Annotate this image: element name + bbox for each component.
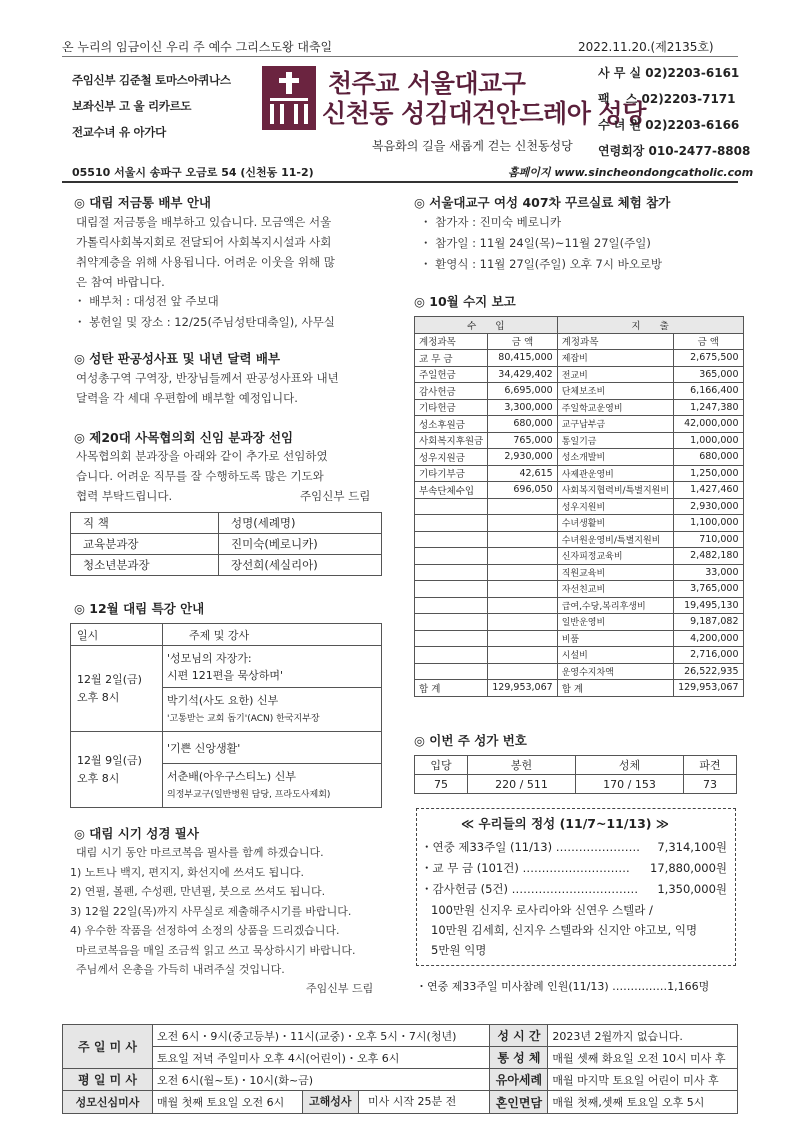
- text-line: 1) 노트나 백지, 편지지, 화선지에 쓰셔도 됩니다.: [70, 865, 305, 879]
- table-row: [63, 1025, 738, 1047]
- text-line: 취약계층을 위해 사용됩니다. 어려운 이웃을 위해 많: [76, 255, 335, 269]
- income-amount: 696,050: [488, 482, 557, 499]
- income-amount: [488, 498, 557, 515]
- text-line: 4) 우수한 작품을 선정하여 소정의 상품을 드리겠습니다.: [70, 924, 340, 937]
- priest-assistant: 보좌신부 고 울 리카르도: [72, 99, 192, 113]
- expense-amount: 1,000,000: [674, 432, 743, 449]
- marian-mass-value: 매월 첫째 토요일 오전 6시: [153, 1091, 303, 1114]
- table-row: [415, 449, 744, 466]
- total-expense: 129,953,067: [674, 680, 743, 697]
- header-cell: 입당: [415, 756, 468, 775]
- finance-title: ◎ 10월 수지 보고: [414, 294, 516, 309]
- table-row: [415, 647, 744, 664]
- time-text: 오후 8시: [77, 690, 120, 704]
- income-item: [415, 663, 488, 680]
- income-item: [415, 581, 488, 598]
- confession-cell: [303, 1091, 490, 1114]
- donor-line: 5만원 익명: [431, 943, 487, 957]
- confession-value: 미사 시작 25분 전: [368, 1095, 457, 1108]
- header-cell: 성체: [575, 756, 683, 775]
- sunday-mass-2: 토요일 저녁 주일미사 오후 4시(어린이)・오후 6시: [153, 1047, 490, 1069]
- income-amount: [488, 531, 557, 548]
- income-amount: [488, 581, 557, 598]
- marian-mass-label: 성모신심미사: [63, 1091, 153, 1114]
- lecture-table: [70, 623, 382, 808]
- income-item: 주일헌금: [415, 366, 488, 383]
- offering-dues: [421, 858, 727, 879]
- infant-baptism-label: 유아세례: [490, 1069, 548, 1091]
- text-line: 협력 부탁드립니다.: [76, 489, 173, 503]
- calendar-body: [76, 368, 339, 408]
- sunday-mass-1: 오전 6시・9시(중고등부)・11시(교중)・오후 5시・7시(청년): [153, 1025, 490, 1047]
- header-cell: 계정과목: [415, 333, 488, 350]
- lecture-topic: [163, 646, 382, 688]
- income-amount: [488, 614, 557, 631]
- lecture-speaker: [163, 688, 382, 732]
- table-header: [71, 513, 382, 534]
- offering-label: ・교 무 금 (101건) ……………………….: [421, 861, 630, 875]
- lecture-date: [71, 732, 163, 808]
- eucharist-value: 매월 셋째 화요일 오전 10시 미사 후: [548, 1047, 738, 1069]
- expense-amount: 1,247,380: [674, 399, 743, 416]
- table-row: [415, 399, 744, 416]
- offering-sunday: [421, 837, 727, 858]
- header-cell: 금 액: [674, 333, 743, 350]
- calendar-title: ◎ 성탄 판공성사표 및 내년 달력 배부: [74, 351, 281, 366]
- table-row: [415, 515, 744, 532]
- table-row: [415, 614, 744, 631]
- expense-amount: 2,482,180: [674, 548, 743, 565]
- council-title: ◎ 제20대 사목협의회 신임 분과장 선임: [74, 430, 294, 445]
- table-row: [63, 1069, 738, 1091]
- total-label: 합 계: [415, 680, 488, 697]
- header-cell: 직 책: [71, 513, 219, 534]
- bullet-item: ・ 환영식 : 11월 27일(주일) 오후 7시 바오로방: [420, 257, 663, 271]
- name-cell: 진미숙(베로니카): [219, 534, 382, 555]
- homepage: 홈페이지 www.sincheondongcatholic.com: [508, 166, 754, 179]
- expense-item: 일반운영비: [557, 614, 673, 631]
- hymn-table: [414, 755, 737, 794]
- name-cell: 장선희(세실리아): [219, 555, 382, 576]
- header-cell: 계정과목: [557, 333, 673, 350]
- income-item: [415, 564, 488, 581]
- advent-box-bullets: [74, 291, 335, 333]
- adoration-value: 2023년 2월까지 없습니다.: [548, 1025, 738, 1047]
- expense-item: 운영수지차액: [557, 663, 673, 680]
- bible-sign: 주임신부 드림: [306, 982, 374, 995]
- header-cell: 성명(세례명): [219, 513, 382, 534]
- total-row: [415, 680, 744, 697]
- expense-amount: 1,427,460: [674, 482, 743, 499]
- offering-title: ≪ 우리들의 정성 (11/7~11/13) ≫: [461, 816, 669, 831]
- table-row: [415, 663, 744, 680]
- lecture-topic: [163, 732, 382, 764]
- income-item: [415, 597, 488, 614]
- offering-label: ・연중 제33주일 (11/13) ………………….: [421, 840, 640, 854]
- expense-header: 지 출: [557, 317, 743, 334]
- sister: 전교수녀 유 아가다: [72, 125, 166, 139]
- table-row: [415, 548, 744, 565]
- income-item: 기타헌금: [415, 399, 488, 416]
- divider: [62, 56, 738, 57]
- income-amount: [488, 663, 557, 680]
- table-header: [415, 317, 744, 334]
- mass-schedule: [62, 1024, 738, 1114]
- income-amount: [488, 597, 557, 614]
- eucharist-label: 통 성 체: [490, 1047, 548, 1069]
- bullet-item: ・ 참가일 : 11월 24일(목)~11월 27일(주일): [420, 236, 651, 250]
- expense-amount: 42,000,000: [674, 416, 743, 433]
- text-line: 마르코복음을 매일 조금씩 읽고 쓰고 묵상하시기 바랍니다.: [76, 943, 356, 957]
- income-item: [415, 647, 488, 664]
- income-item: 사회복지후원금: [415, 432, 488, 449]
- council-sign: 주임신부 드림: [300, 489, 371, 503]
- donor-list: [421, 900, 727, 960]
- time-text: 오후 8시: [77, 771, 120, 785]
- header-cell: 일시: [71, 624, 163, 646]
- issue-date: 2022.11.20.(제2135호): [578, 40, 714, 54]
- wedding-label: 혼인면담: [490, 1091, 548, 1114]
- org-text: '고통받는 교회 돕기'(ACN) 한국지부장: [167, 713, 320, 724]
- expense-amount: 2,930,000: [674, 498, 743, 515]
- adoration-label: 성 시 간: [490, 1025, 548, 1047]
- table-row: [71, 646, 382, 688]
- expense-item: 주일학교운영비: [557, 399, 673, 416]
- total-income: 129,953,067: [488, 680, 557, 697]
- income-amount: [488, 630, 557, 647]
- finance-table: [414, 316, 744, 697]
- offering-thanks: [421, 879, 727, 900]
- topic-text: 시편 121편을 묵상하며': [167, 668, 284, 682]
- income-header: 수 입: [415, 317, 558, 334]
- income-item: 성소후원금: [415, 416, 488, 433]
- confession-label: 고해성사: [303, 1091, 359, 1113]
- expense-item: 통일기금: [557, 432, 673, 449]
- table-row: [415, 597, 744, 614]
- lecture-date: [71, 646, 163, 732]
- expense-amount: 3,765,000: [674, 581, 743, 598]
- bullet-item: ・ 봉헌일 및 장소 : 12/25(주님성탄대축일), 사무실: [74, 315, 335, 329]
- role-cell: 청소년분과장: [71, 555, 219, 576]
- income-item: 기타기부금: [415, 465, 488, 482]
- priest-pastor: 주임신부 김준철 토마스아퀴나스: [72, 73, 231, 87]
- text-line: 여성총구역 구역장, 반장님들께서 판공성사표와 내년: [76, 371, 339, 385]
- expense-amount: 1,250,000: [674, 465, 743, 482]
- speaker-text: 박기석(사도 요한) 신부: [167, 693, 279, 707]
- bullet-item: ・ 참가자 : 진미숙 베로니카: [420, 215, 562, 229]
- expense-item: 급여,수당,복리후생비: [557, 597, 673, 614]
- office-phone: 사 무 실 02)2203-6161: [598, 66, 740, 80]
- advent-box-title: ◎ 대림 저금통 배부 안내: [74, 195, 211, 210]
- offering-amount: 1,350,000원: [657, 882, 727, 896]
- bible-body: [70, 843, 356, 980]
- expense-item: 시설비: [557, 647, 673, 664]
- sunday-mass-label: 주 일 미 사: [63, 1025, 153, 1069]
- text-line: 주님께서 은총을 가득히 내려주실 것입니다.: [76, 963, 285, 976]
- attendance: ・연중 제33주일 미사참례 인원(11/13) ……………1,166명: [416, 980, 710, 993]
- fax: 팩 스 02)2203-7171: [598, 92, 736, 106]
- expense-item: 제잡비: [557, 350, 673, 367]
- speaker-text: 서춘배(아우구스티노) 신부: [167, 769, 296, 783]
- text-line: 사목협의회 분과장을 아래와 같이 추가로 선임하였: [76, 449, 328, 463]
- expense-amount: 1,100,000: [674, 515, 743, 532]
- table-row: [415, 465, 744, 482]
- offering-lines: [421, 837, 727, 960]
- income-item: [415, 498, 488, 515]
- income-amount: 680,000: [488, 416, 557, 433]
- text-line: 3) 12월 22일(목)까지 사무실로 제출해주시기를 바랍니다.: [70, 904, 352, 918]
- topic-text: '성모님의 자장가:: [167, 651, 252, 665]
- weekday-mass-label: 평 일 미 사: [63, 1069, 153, 1091]
- text-line: 대림절 저금통을 배부하고 있습니다. 모금액은 서울: [76, 215, 332, 229]
- expense-amount: 4,200,000: [674, 630, 743, 647]
- bullet-item: ・ 배부처 : 대성전 앞 주보대: [74, 294, 219, 308]
- income-amount: [488, 515, 557, 532]
- expense-item: 자선친교비: [557, 581, 673, 598]
- table-header: [415, 756, 737, 775]
- table-row: [415, 350, 744, 367]
- income-amount: [488, 647, 557, 664]
- expense-item: 신자피정교육비: [557, 548, 673, 565]
- cursillo-title: ◎ 서울대교구 여성 407차 꾸르실료 체험 참가: [414, 195, 671, 210]
- expense-amount: 680,000: [674, 449, 743, 466]
- topic-text: '기쁜 신앙생활': [167, 741, 241, 755]
- weekday-mass-value: 오전 6시(월~토)・10시(화~금): [153, 1069, 490, 1091]
- offering-amount: 17,880,000원: [650, 861, 727, 875]
- diocese-title: 천주교 서울대교구: [328, 69, 526, 98]
- table-row: [415, 581, 744, 598]
- funeral-phone: 연령회장 010-2477-8808: [598, 144, 751, 158]
- donor-line: 100만원 신지우 로사리아와 신연우 스텔라 /: [431, 903, 653, 917]
- income-item: [415, 531, 488, 548]
- hymn-title: ◎ 이번 주 성가 번호: [414, 733, 527, 748]
- priest-list: [72, 72, 231, 150]
- wedding-value: 매월 첫째,셋째 토요일 오후 5시: [548, 1091, 738, 1114]
- table-row: [415, 775, 737, 794]
- church-logo: [262, 66, 316, 130]
- expense-item: 비품: [557, 630, 673, 647]
- council-table: [70, 512, 382, 576]
- date-text: 12월 2일(금): [77, 672, 142, 686]
- offering-label: ・감사헌금 (5건) ……………………………: [421, 882, 639, 896]
- income-item: 감사헌금: [415, 383, 488, 400]
- address: 05510 서울시 송파구 오금로 54 (신천동 11-2): [72, 166, 314, 179]
- income-amount: 80,415,000: [488, 350, 557, 367]
- council-body: [76, 446, 328, 506]
- income-amount: 42,615: [488, 465, 557, 482]
- divider: [62, 181, 738, 183]
- table-row: [415, 366, 744, 383]
- header-cell: 주제 및 강사: [163, 624, 382, 646]
- header-cell: 봉헌: [467, 756, 575, 775]
- table-header: [71, 624, 382, 646]
- table-header: [415, 333, 744, 350]
- infant-baptism-value: 매월 마지막 토요일 어린이 미사 후: [548, 1069, 738, 1091]
- expense-amount: 19,495,130: [674, 597, 743, 614]
- lecture-speaker: [163, 764, 382, 808]
- slogan: 복음화의 길을 새롭게 걷는 신천동성당: [372, 139, 573, 153]
- donor-line: 10만원 김세희, 신지우 스텔라와 신지안 야고보, 익명: [431, 923, 698, 937]
- text-line: 은 참여 바랍니다.: [76, 275, 165, 289]
- text-line: 달력을 각 세대 우편함에 배부할 예정입니다.: [76, 391, 298, 405]
- table-row: [63, 1091, 738, 1114]
- income-item: 부속단체수입: [415, 482, 488, 499]
- convent-phone: 수 녀 원 02)2203-6166: [598, 118, 740, 132]
- expense-amount: 2,716,000: [674, 647, 743, 664]
- advent-box-body: [76, 212, 335, 292]
- org-text: 의정부교구(일반병원 담당, 프라도사제회): [167, 789, 331, 800]
- table-row: [415, 498, 744, 515]
- text-line: 습니다. 어려운 직무를 잘 수행하도록 많은 기도와: [76, 469, 324, 483]
- date-text: 12월 9일(금): [77, 753, 142, 767]
- expense-item: 수녀원운영비/특별지원비: [557, 531, 673, 548]
- expense-item: 교구납부금: [557, 416, 673, 433]
- income-amount: 765,000: [488, 432, 557, 449]
- expense-item: 직원교육비: [557, 564, 673, 581]
- income-amount: 6,695,000: [488, 383, 557, 400]
- expense-item: 사회복지협력비/특별지원비: [557, 482, 673, 499]
- offering-box: [416, 808, 736, 966]
- table-row: [415, 482, 744, 499]
- hymn-recessional: 73: [684, 775, 737, 794]
- expense-item: 성우지원비: [557, 498, 673, 515]
- income-item: [415, 630, 488, 647]
- income-item: 성우지원금: [415, 449, 488, 466]
- contact-list: [598, 64, 750, 168]
- income-amount: [488, 564, 557, 581]
- income-amount: 34,429,402: [488, 366, 557, 383]
- income-item: 교 무 금: [415, 350, 488, 367]
- text-line: 가톨릭사회복지회로 전달되어 사회복지시설과 사회: [76, 235, 332, 249]
- expense-amount: 6,166,400: [674, 383, 743, 400]
- expense-item: 수녀생활비: [557, 515, 673, 532]
- expense-amount: 33,000: [674, 564, 743, 581]
- table-row: [415, 630, 744, 647]
- expense-amount: 365,000: [674, 366, 743, 383]
- expense-item: 단체보조비: [557, 383, 673, 400]
- table-row: [415, 531, 744, 548]
- table-row: [63, 1047, 738, 1069]
- income-amount: [488, 548, 557, 565]
- table-row: [71, 732, 382, 764]
- lecture-title: ◎ 12월 대림 특강 안내: [74, 601, 205, 616]
- header-cell: 금 액: [488, 333, 557, 350]
- table-row: [415, 564, 744, 581]
- income-item: [415, 515, 488, 532]
- income-item: [415, 614, 488, 631]
- text-line: 2) 연필, 볼펜, 수성펜, 만년필, 붓으로 쓰셔도 됩니다.: [70, 885, 326, 898]
- hymn-communion: 170 / 153: [575, 775, 683, 794]
- role-cell: 교육분과장: [71, 534, 219, 555]
- expense-item: 성소개발비: [557, 449, 673, 466]
- expense-amount: 26,522,935: [674, 663, 743, 680]
- table-row: [415, 383, 744, 400]
- expense-amount: 9,187,082: [674, 614, 743, 631]
- expense-item: 사제관운영비: [557, 465, 673, 482]
- table-row: [71, 534, 382, 555]
- table-row: [71, 555, 382, 576]
- motto: 온 누리의 임금이신 우리 주 예수 그리스도왕 대축일: [62, 40, 333, 54]
- income-amount: 3,300,000: [488, 399, 557, 416]
- offering-amount: 7,314,100원: [657, 840, 727, 854]
- cursillo-bullets: [420, 212, 662, 275]
- text-line: 대림 시기 동안 마르코복음 필사를 함께 하겠습니다.: [76, 846, 324, 859]
- parish-title: 신천동 성김대건안드레아 성당: [322, 99, 646, 128]
- table-row: [415, 416, 744, 433]
- expense-amount: 710,000: [674, 531, 743, 548]
- expense-amount: 2,675,500: [674, 350, 743, 367]
- hymn-entrance: 75: [415, 775, 468, 794]
- table-row: [415, 432, 744, 449]
- total-label: 합 계: [557, 680, 673, 697]
- header-cell: 파견: [684, 756, 737, 775]
- income-item: [415, 548, 488, 565]
- income-amount: 2,930,000: [488, 449, 557, 466]
- expense-item: 전교비: [557, 366, 673, 383]
- bible-title: ◎ 대림 시기 성경 필사: [74, 826, 199, 841]
- hymn-offertory: 220 / 511: [467, 775, 575, 794]
